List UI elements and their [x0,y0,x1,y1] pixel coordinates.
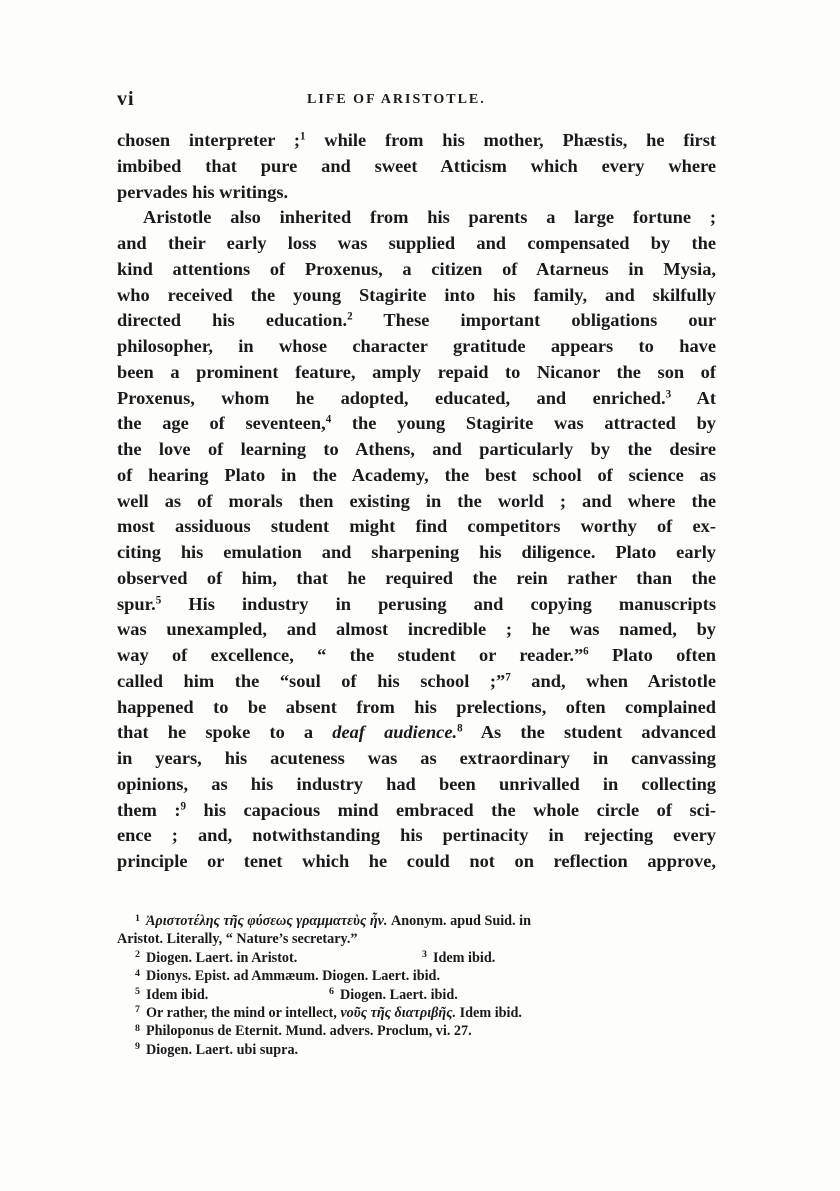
footnote-2-3: $^2$ Diogen. Laert. in Aristot. $^3$ Idem ibid. [135,949,496,966]
text-line: directed his education.$^2$ These important obligations our [117,310,716,331]
text-line: called him the “soul of his school ;”$^7$ and, when Aristotle [117,670,716,691]
text-line: Proxenus, whom he adopted, educated, and enriched.$^3$ At [117,387,716,408]
text-line: the love of learning to Athens, and particularly by the desire [117,439,716,459]
text-line: chosen interpreter ;$^1$ while from his mother, Phæstis, he first [117,130,716,150]
page-header [117,88,717,112]
text-line: ence ; and, notwithstanding his pertinacity in rejecting every [117,825,716,846]
text-line: the age of seventeen,$^4$ the young Stagirite was attracted by [117,413,716,434]
body-text [117,128,716,875]
footnote-1-continued: Aristot. Literally, “ Nature’s secretary.” [117,931,358,948]
footnote-9: $^9$ Diogen. Laert. ubi supra. [135,1041,299,1058]
footnote-4: $^4$ Dionys. Epist. ad Ammæum. Diogen. Laert. ibid. [135,967,440,985]
greek-quote: Ἀριστοτέλης τῆς φύσεως γραμματεὺς ἦν. [145,913,388,929]
text-line: Aristotle also inherited from his parents a large fortune ; [143,207,716,228]
text-line: imbibed that pure and sweet Atticism which every where [117,155,716,176]
text-line: them :$^9$ his capacious mind embraced the whole circle of sci- [117,799,716,820]
footnotes [117,912,717,1059]
text-line: happened to be absent from his prelections, often complained [117,696,716,717]
footnote-1: $^1$ Ἀριστοτέλης τῆς φύσεως γραμματεὺς ἦν. Anonym. apud Suid. in [135,912,531,929]
footnote-7: $^7$ Or rather, the mind or intellect, νοῦς τῆς διατριβῆς. Idem ibid. [135,1004,522,1021]
footnote-5-6: $^5$ Idem ibid. $^6$ Diogen. Laert. ibid. [135,986,458,1003]
text-line: opinions, as his industry had been unrivalled in collecting [117,773,716,794]
text-line: in years, his acuteness was as extraordinary in canvassing [117,748,716,768]
text-line: and their early loss was supplied and compensated by the [117,233,716,253]
footnote-8: $^8$ Philoponus de Eternit. Mund. advers. Proclum, vi. 27. [135,1022,472,1040]
text-line: well as of morals then existing in the world ; and where the [117,490,716,511]
text-line: was unexampled, and almost incredible ; he was named, by [117,619,716,640]
text-line: citing his emulation and sharpening his diligence. Plato early [117,542,716,562]
text-line: spur.$^5$ His industry in perusing and copying manuscripts [117,593,716,614]
italic-phrase: deaf audience. [332,722,458,743]
page-number: vi [117,88,135,110]
text-line: that he spoke to a deaf audience.$^8$ As the student advanced [117,722,716,743]
text-line: most assiduous student might find competitors worthy of ex- [117,516,716,537]
text-line: observed of him, that he required the rein rather than the [117,567,716,588]
text-line: who received the young Stagirite into his family, and skilfully [117,284,716,305]
text-line: pervades his writings. [117,181,289,202]
text-line: way of excellence, “ the student or reader.”$^6$ Plato often [117,645,716,665]
text-line: kind attentions of Proxenus, a citizen of Atarneus in Mysia, [117,258,716,279]
text-line: of hearing Plato in the Academy, the best school of science as [117,464,716,485]
running-head: LIFE OF ARISTOTLE. [307,92,486,107]
text-line: been a prominent feature, amply repaid to Nicanor the son of [117,361,716,382]
greek-quote: νοῦς τῆς διατριβῆς. [340,1004,457,1021]
text-line: philosopher, in whose character gratitude appears to have [117,336,716,356]
text-line: principle or tenet which he could not on reflection approve, [117,851,716,871]
